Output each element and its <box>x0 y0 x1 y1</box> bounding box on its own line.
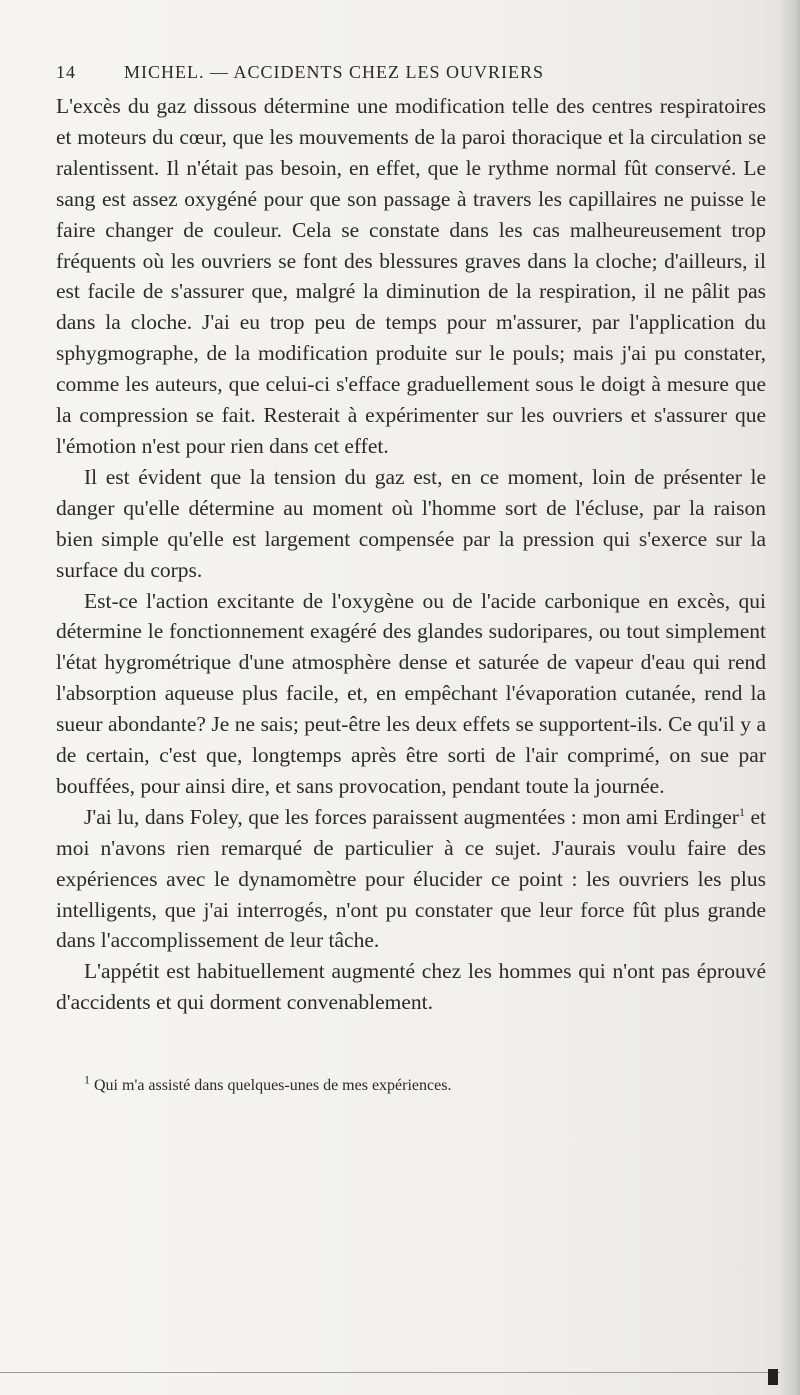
paragraph-3: Est-ce l'action excitante de l'oxygène ou de l'acide carbonique en excès, qui détermine le fonctionnement exagéré des glandes sudoripares, ou tout simplement l'état hygrométrique d'une atmosphère dense et saturée de vapeur d'eau qui rend l'absorption aqueuse plus facile, et, en empêchant l'évaporation cutanée, rend la sueur abondante? Je ne sais; peut-être les deux effets se supportent-ils. Ce qu'il y a de certain, c'est que, longtemps après être sorti de l'air comprimé, on sue par bouffées, pour ainsi dire, et sans provocation, pendant toute la journée. <box>56 588 766 798</box>
page-number: 14 <box>56 62 76 82</box>
paragraph-5: L'appétit est habituellement augmenté chez les hommes qui n'ont pas éprouvé d'accidents et qui dorment convenablement. <box>56 959 766 1015</box>
footnote-text: Qui m'a assisté dans quelques-unes de mes expériences. <box>94 1077 452 1094</box>
paragraph-4 <box>56 802 766 957</box>
body-text <box>56 91 766 1018</box>
page-edge-shadow <box>778 0 800 1395</box>
paragraph-4-part-a: J'ai lu, dans Foley, que les forces paraissent augmentées : mon ami Erdinger <box>84 804 739 829</box>
page-bottom-line <box>0 1372 780 1373</box>
paragraph-2: Il est évident que la tension du gaz est, en ce moment, loin de présenter le danger qu'elle détermine au moment où l'homme sort de l'écluse, par la raison bien simple qu'elle est largement compensée par la pression qui s'exerce sur la surface du corps. <box>56 464 766 582</box>
running-title: MICHEL. — ACCIDENTS CHEZ LES OUVRIERS <box>124 62 545 82</box>
paragraph-1: L'excès du gaz dissous détermine une modification telle des centres respiratoires et moteurs du cœur, que les mouvements de la paroi thoracique et la circulation se ralentissent. Il n'était pas besoin, en effet, que le rythme normal fût conservé. Le sang est assez oxygéné pour que son passage à travers les capillaires ne puisse le faire changer de couleur. Cela se constate dans les cas malheureusement trop fréquents où les ouvriers se font des blessures graves dans la cloche; d'ailleurs, il est facile de s'assurer que, malgré la diminution de la respiration, il ne pâlit pas dans la cloche. J'ai eu trop peu de temps pour m'assurer, par l'application du sphygmographe, de la modification produite sur le pouls; mais j'ai pu constater, comme les auteurs, que celui-ci s'efface graduellement sous le doigt à mesure que la compression se fait. Resterait à expérimenter sur les ouvriers et s'assurer que l'émotion n'est pour rien dans cet effet. <box>56 94 766 458</box>
footnote-reference: 1 <box>738 804 745 819</box>
footnote-marker: 1 <box>84 1072 90 1087</box>
page-header <box>56 61 756 83</box>
footnote <box>84 1072 764 1096</box>
paragraph-4-part-b: et moi n'avons rien remarqué de particulier à ce sujet. J'aurais voulu faire des expériences avec le dynamomètre pour élucider ce point : les ouvriers les plus intelligents, que j'ai interrogés, n'ont pu constater que leur force fût plus grande dans l'accomplissement de leur tâche. <box>56 804 766 953</box>
corner-mark <box>768 1369 778 1385</box>
